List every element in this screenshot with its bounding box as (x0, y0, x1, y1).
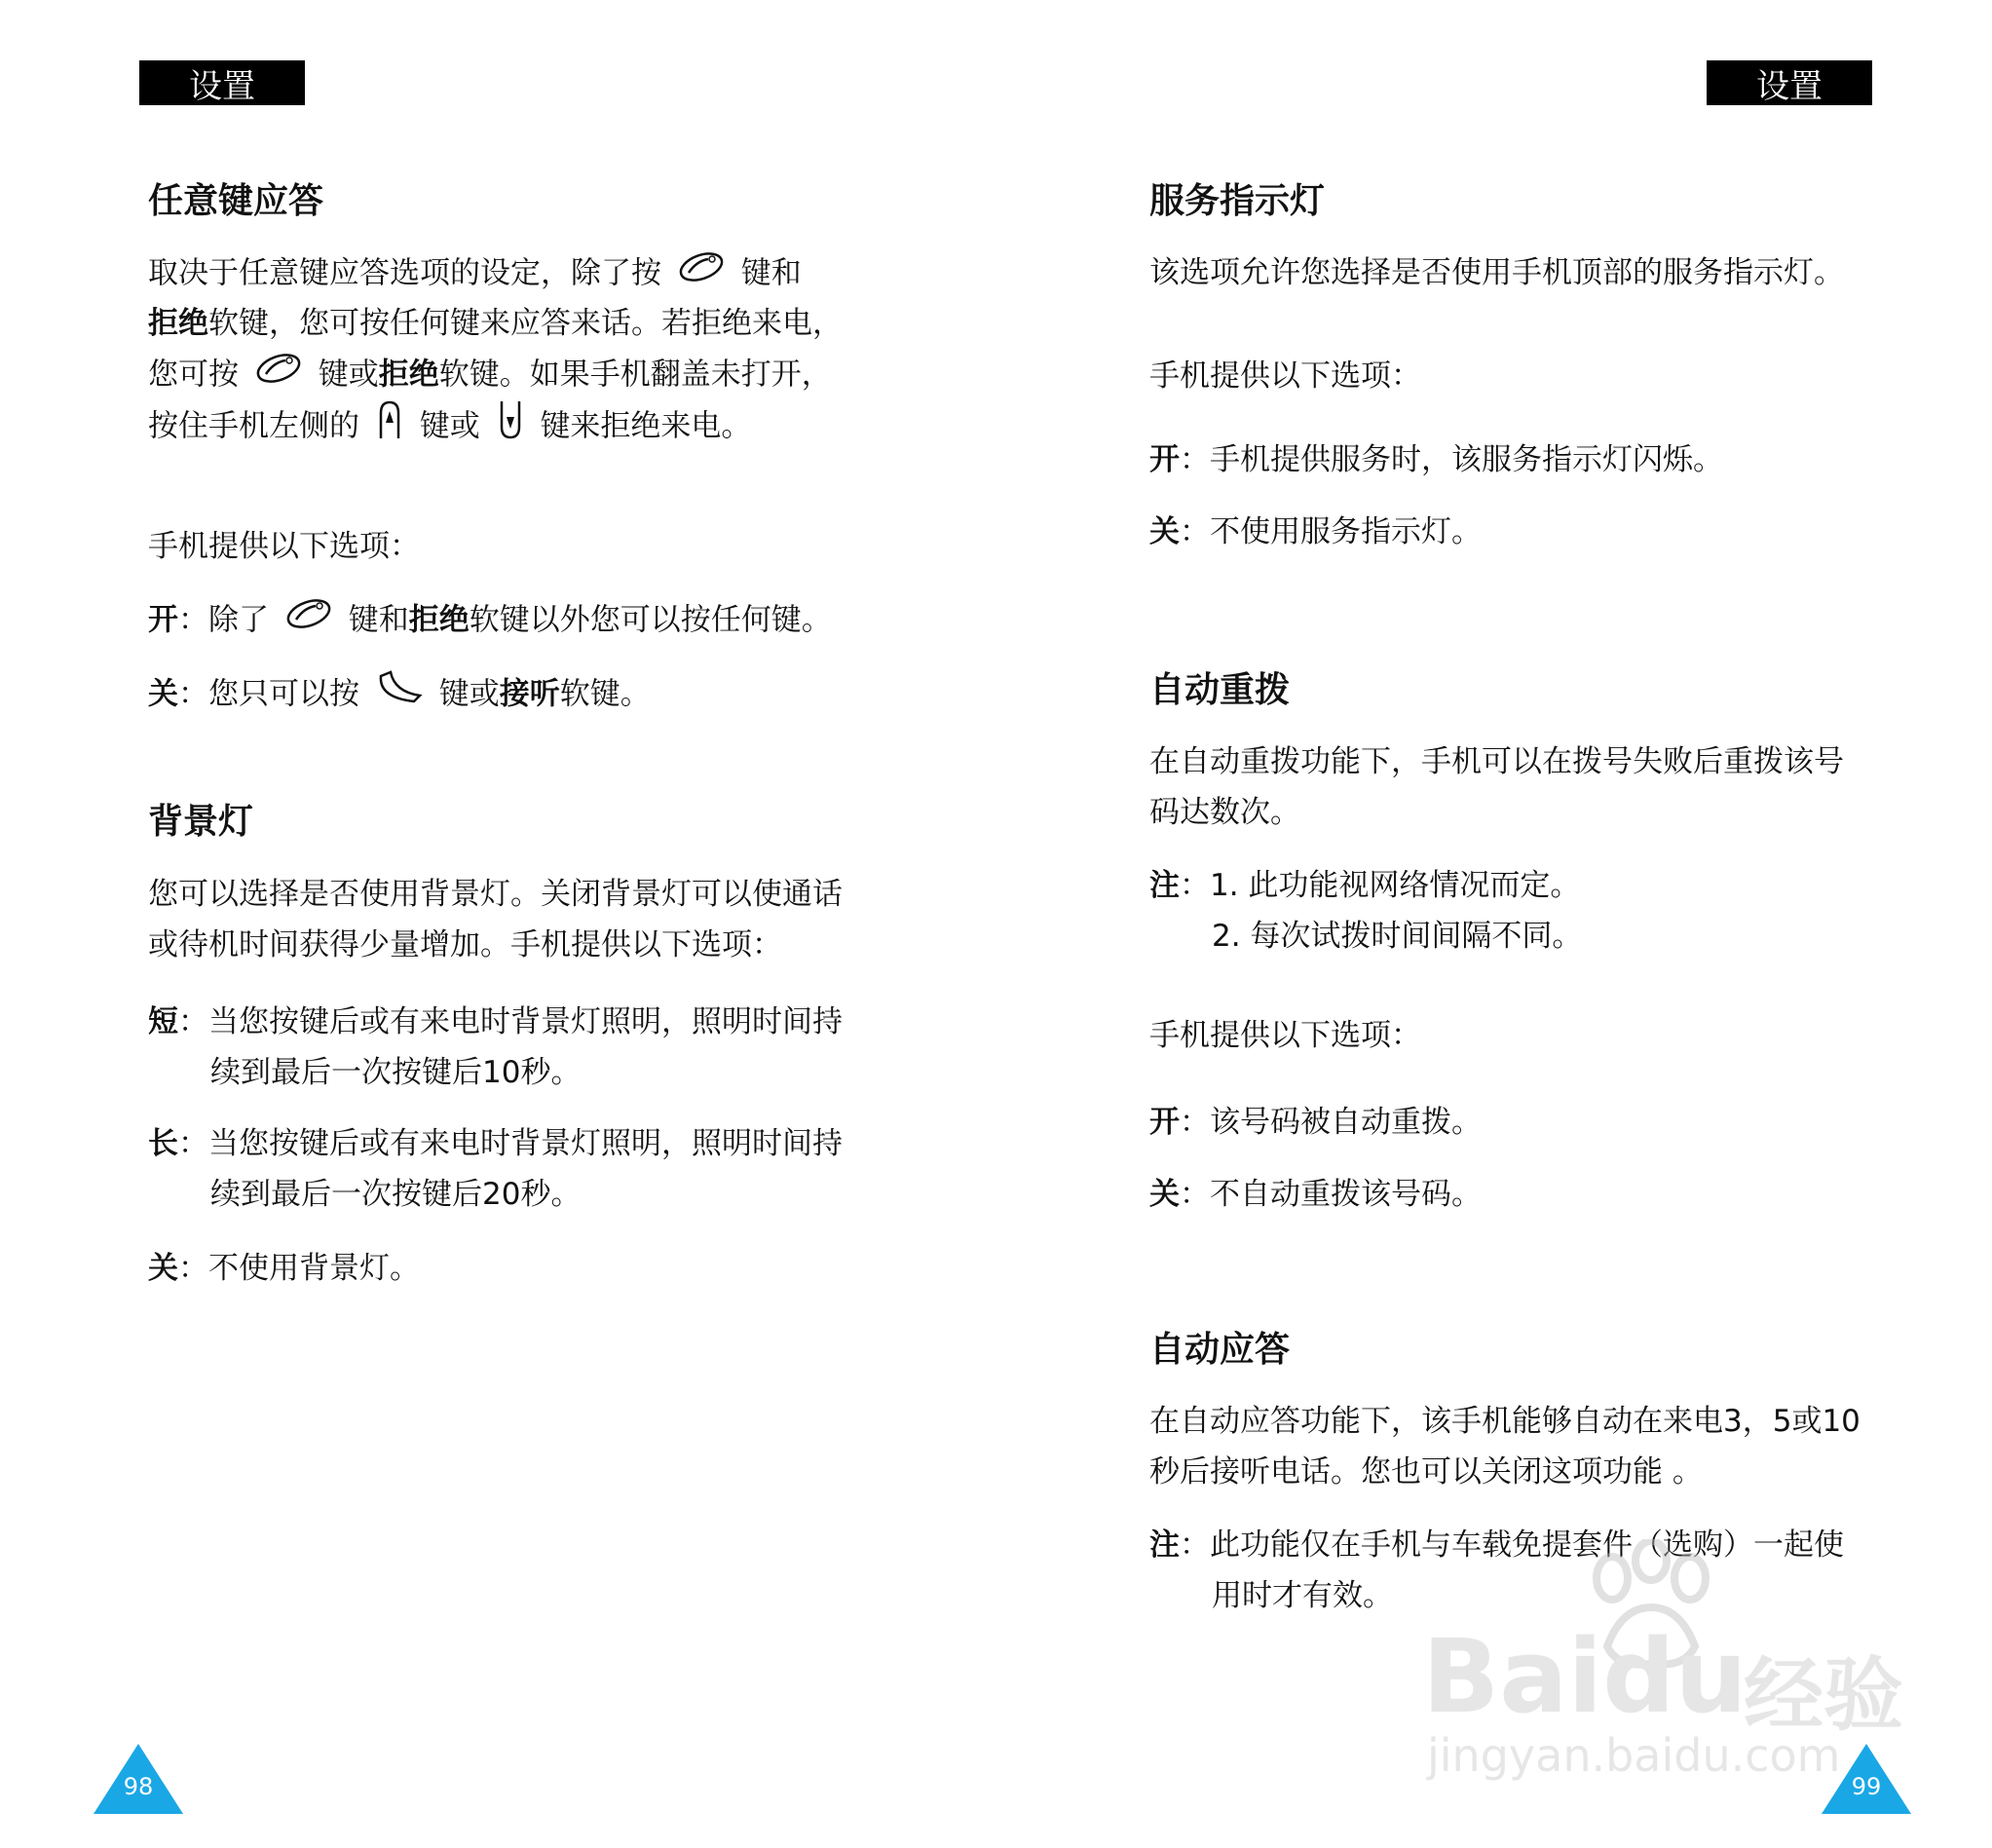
auto-answer-title: 自动应答 (1149, 1330, 1291, 1370)
auto-redial-option-on: 开：该号码被自动重拨。 (1149, 1105, 1482, 1140)
backlight-option-short: 短：当您按键后或有来电时背景灯照明，照明时间持 续到最后一次按键后10秒。 (148, 1004, 843, 1090)
anykey-desc-line4: 按住手机左侧的 键或 键来拒绝来电。 (148, 399, 751, 456)
volume-down-key-icon (496, 399, 525, 456)
backlight-option-long: 长：当您按键后或有来电时背景灯照明，照明时间持 续到最后一次按键后20秒。 (148, 1126, 843, 1212)
end-key-icon (677, 247, 726, 302)
service-light-option-off: 关：不使用服务指示灯。 (1149, 514, 1482, 549)
service-light-options-intro: 手机提供以下选项： (1149, 358, 1421, 394)
watermark-brand: Bai (1422, 1617, 1603, 1736)
backlight-option-off: 关：不使用背景灯。 (148, 1251, 420, 1286)
service-light-desc: 该选项允许您选择是否使用手机顶部的服务指示灯。 (1149, 255, 1844, 290)
page-number: 99 (1851, 1773, 1882, 1800)
baidu-watermark (1422, 1539, 1929, 1782)
send-key-icon (375, 668, 424, 723)
anykey-desc-line1: 取决于任意键应答选项的设定，除了按 键和 (148, 247, 802, 302)
end-key-icon (284, 594, 333, 649)
auto-redial-title: 自动重拨 (1149, 670, 1291, 710)
anykey-option-off: 关：您只可以按 键或接听软键。 (148, 668, 651, 723)
anykey-desc-line2: 拒绝软键，您可按任何键来应答来话。若拒绝来电， (148, 306, 843, 341)
auto-redial-note: 注：1. 此功能视网络情况而定。 2. 每次试拨时间间隔不同。 (1149, 868, 1583, 954)
service-light-option-on: 开：手机提供服务时，该服务指示灯闪烁。 (1149, 442, 1723, 477)
auto-answer-desc-line1: 在自动应答功能下，该手机能够自动在来电3，5或10 (1149, 1404, 1860, 1439)
auto-answer-desc-line2: 秒后接听电话。您也可以关闭这项功能 。 (1149, 1454, 1703, 1490)
watermark-brand-cn: 经验 (1744, 1649, 1904, 1742)
auto-answer-note: 注：此功能仅在手机与车载免提套件（选购）一起使 用时才有效。 (1149, 1527, 1844, 1613)
auto-redial-desc-line2: 码达数次。 (1149, 795, 1300, 830)
section-header-tab: 设置 (1707, 60, 1872, 105)
section-header-tab: 设置 (139, 60, 305, 105)
backlight-desc-line1: 您可以选择是否使用背景灯。关闭背景灯可以使通话 (148, 877, 843, 912)
anykey-option-on: 开：除了 键和拒绝软键以外您可以按任何键。 (148, 594, 832, 649)
watermark-url: jingyan.baidu.com (1427, 1729, 1841, 1782)
backlight-title: 背景灯 (148, 802, 254, 842)
service-light-title: 服务指示灯 (1149, 181, 1326, 221)
anykey-title: 任意键应答 (148, 181, 324, 221)
volume-up-key-icon (375, 399, 404, 456)
watermark-brand-du: du (1602, 1617, 1748, 1736)
page-number-badge (94, 1744, 183, 1814)
end-key-icon (254, 349, 303, 403)
page-number: 98 (123, 1773, 154, 1800)
auto-redial-option-off: 关：不自动重拨该号码。 (1149, 1177, 1482, 1212)
backlight-desc-line2: 或待机时间获得少量增加。手机提供以下选项： (148, 927, 782, 962)
auto-redial-options-intro: 手机提供以下选项： (1149, 1018, 1421, 1053)
anykey-options-intro: 手机提供以下选项： (148, 529, 420, 564)
auto-redial-desc-line1: 在自动重拨功能下，手机可以在拨号失败后重拨该号 (1149, 744, 1844, 779)
anykey-desc-line3: 您可按 键或拒绝软键。如果手机翻盖未打开， (148, 349, 832, 403)
